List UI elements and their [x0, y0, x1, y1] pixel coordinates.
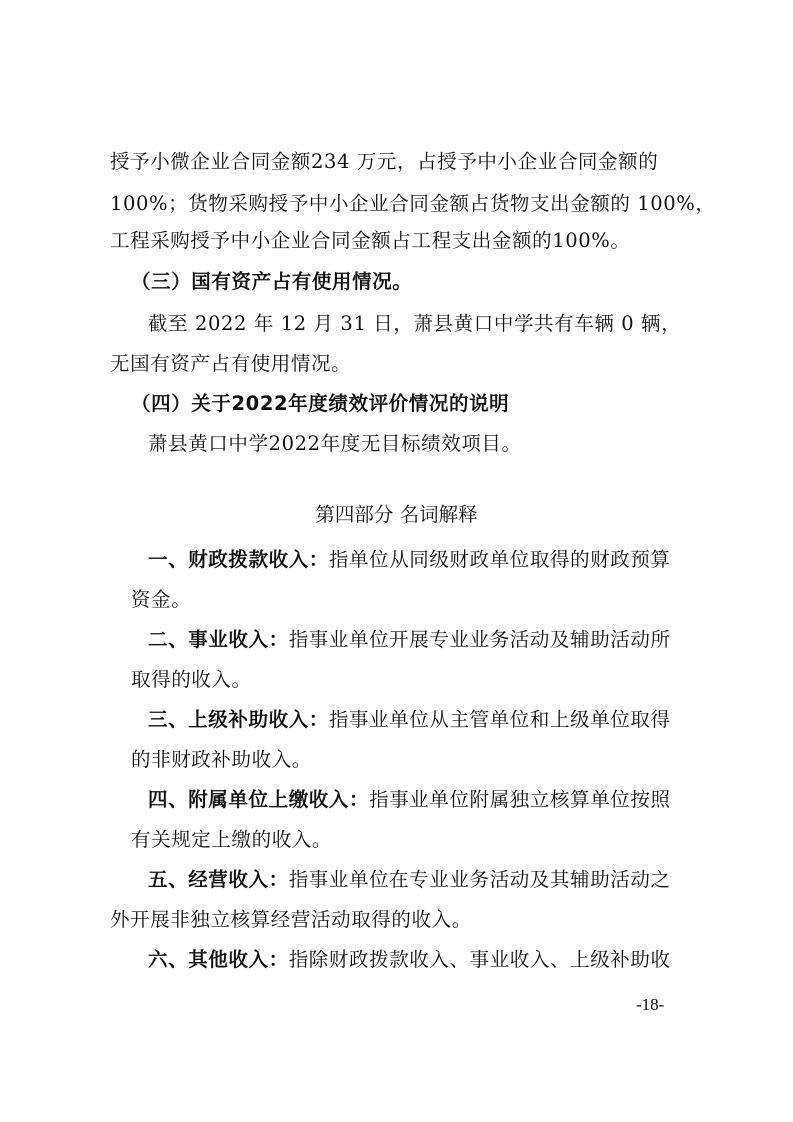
section-heading: （四）关于2022年度绩效评价情况的说明 [131, 392, 510, 415]
paragraph-line: 工程采购授予中小企业合同金额占工程支出金额的100%。 [110, 229, 631, 252]
term-line [148, 706, 671, 734]
paragraph-line: 萧县黄口中学2022年度无目标绩效项目。 [148, 432, 522, 455]
term-label: 二、事业收入： [148, 628, 289, 651]
term-label: 五、经营收入： [148, 868, 289, 891]
paragraph-line: 授予小微企业合同金额234 万元，占授予中小企业合同金额的 [110, 150, 659, 173]
paragraph-line: 无国有资产占有使用情况。 [110, 352, 352, 375]
term-line [148, 786, 671, 814]
term-continuation: 取得的收入。 [131, 668, 252, 691]
section-heading: （三）国有资产占有使用情况。 [131, 270, 413, 293]
term-line [148, 626, 671, 654]
term-definition: 指单位从同级财政单位取得的财政预算 [328, 548, 671, 571]
paragraph-line: 100%；货物采购授予中小企业合同金额占货物支出金额的 100%， [110, 192, 716, 215]
part-title: 第四部分 名词解释 [315, 503, 478, 526]
term-label: 三、上级补助收入： [148, 708, 329, 731]
term-definition: 指事业单位从主管单位和上级单位取得 [328, 708, 671, 731]
page-number: -18- [636, 995, 665, 1014]
paragraph-line: 截至 2022 年 12 月 31 日，萧县黄口中学共有车辆 0 辆， [148, 312, 682, 335]
term-continuation: 资金。 [131, 588, 192, 611]
term-label: 四、附属单位上缴收入： [148, 788, 370, 811]
term-definition: 指事业单位在专业业务活动及其辅助活动之 [288, 868, 671, 891]
term-definition: 指除财政拨款收入、事业收入、上级补助收 [288, 948, 671, 971]
term-definition: 指事业单位开展专业业务活动及辅助活动所 [288, 628, 671, 651]
term-continuation: 的非财政补助收入。 [131, 748, 312, 771]
term-line [148, 946, 671, 974]
term-label: 一、财政拨款收入： [148, 548, 329, 571]
term-line [148, 546, 671, 574]
term-line [148, 866, 671, 894]
term-continuation: 有关规定上缴的收入。 [131, 828, 333, 851]
term-continuation: 外开展非独立核算经营活动取得的收入。 [110, 908, 472, 931]
term-definition: 指事业单位附属独立核算单位按照 [369, 788, 671, 811]
term-label: 六、其他收入： [148, 948, 289, 971]
